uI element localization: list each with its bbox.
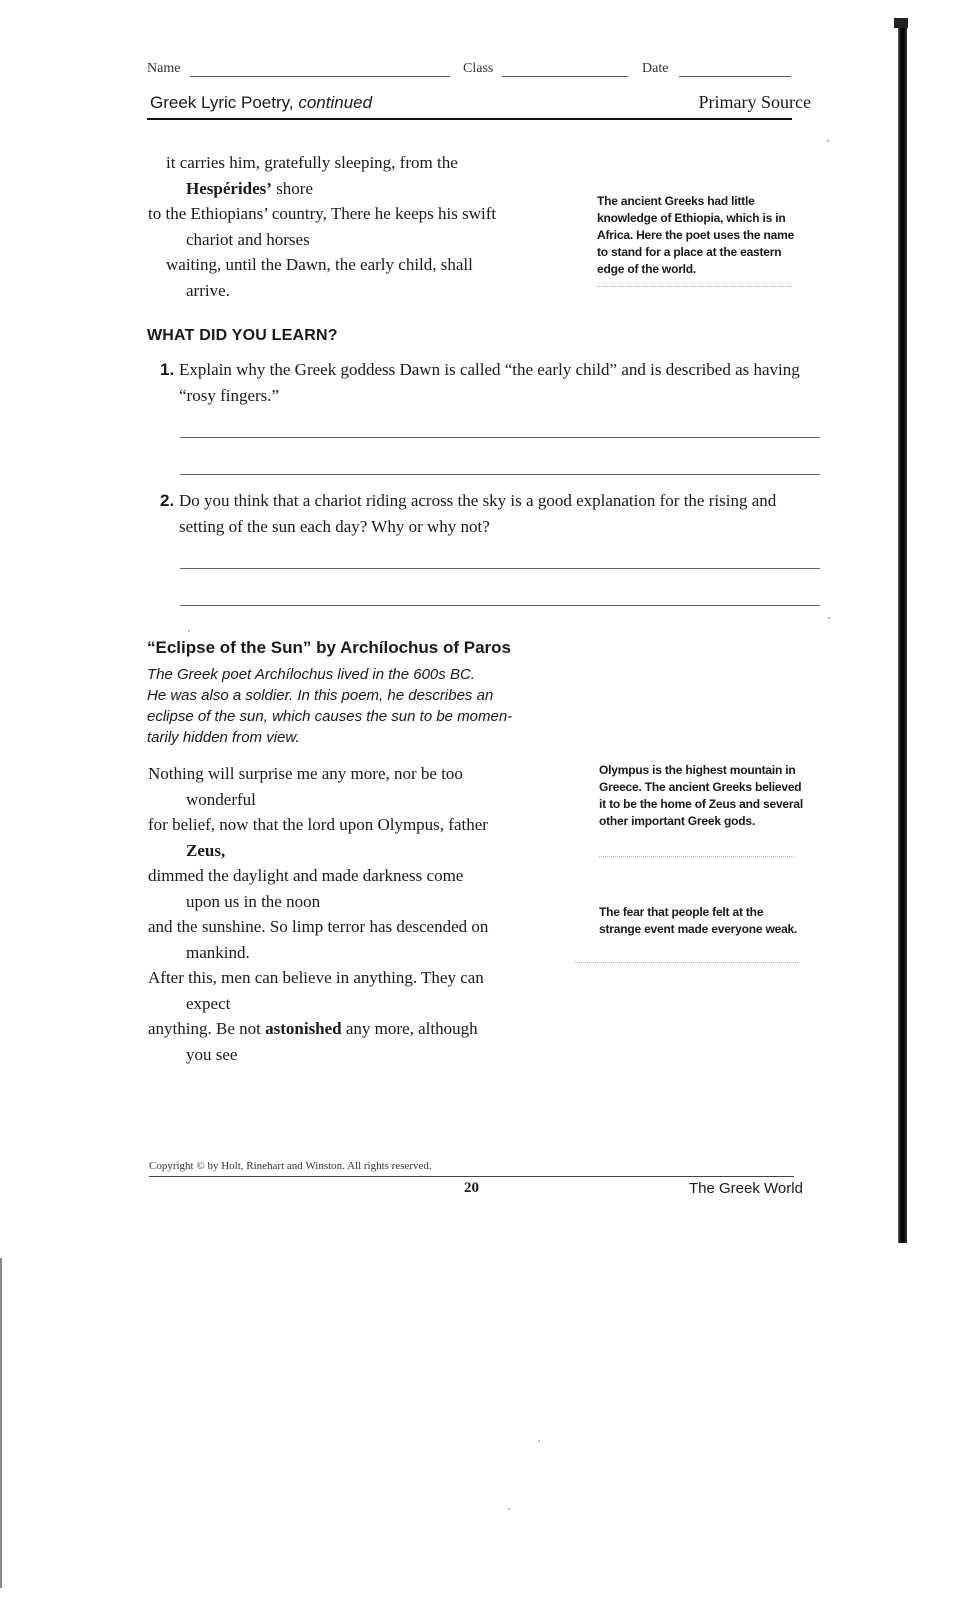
scan-speck <box>508 1508 510 1510</box>
poem-line: expect <box>186 993 231 1013</box>
class-line[interactable] <box>502 76 628 77</box>
eclipse-intro <box>147 664 547 748</box>
poem-eclipse <box>148 761 488 1067</box>
intro-line: eclipse of the sun, which causes the sun to be momen- <box>147 708 513 725</box>
intro-line: The Greek poet Archílochus lived in the 600s BC. <box>147 666 475 683</box>
copyright: Copyright © by Holt, Rinehart and Winston. All rights reserved. <box>149 1160 432 1172</box>
page-title <box>150 93 372 113</box>
poem-line: After this, men can believe in anything. They can <box>148 968 484 987</box>
poem-line: upon us in the noon <box>186 891 321 911</box>
poem-line <box>148 838 488 864</box>
book-title: The Greek World <box>689 1180 803 1197</box>
poem-line: waiting, until the Dawn, the early child, shall <box>166 255 473 274</box>
eclipse-title: “Eclipse of the Sun” by Archílochus of Paros <box>147 638 511 657</box>
answer-line[interactable] <box>180 605 820 606</box>
question-number: 1. <box>160 360 175 379</box>
poem-line <box>148 176 496 202</box>
scan-speck <box>828 617 830 619</box>
poem-line: mankind. <box>186 942 250 962</box>
note-divider <box>599 856 794 857</box>
question-1 <box>160 357 820 408</box>
question-number: 2. <box>160 491 175 510</box>
poem-line: for belief, now that the lord upon Olympus, father <box>148 815 488 834</box>
binding-edge <box>898 18 907 1243</box>
poem-line-text: anything. Be not <box>148 1019 266 1038</box>
header-rule <box>147 118 792 120</box>
name-line[interactable] <box>190 76 450 77</box>
glossary-term: astonished <box>265 1019 342 1038</box>
question-2 <box>160 488 820 539</box>
poem-line-text: any more, although <box>341 1019 478 1038</box>
poem-line-text: shore <box>271 178 314 198</box>
source-type: Primary Source <box>698 92 811 112</box>
scan-speck <box>538 1440 540 1442</box>
poem-line: it carries him, gratefully sleeping, from the <box>166 153 458 172</box>
note-divider <box>597 286 792 287</box>
question-text: Do you think that a chariot riding across the sky is a good explanation for the rising and setting of the sun each day? Why or why not? <box>179 491 777 536</box>
side-note-fear: The fear that people felt at the strange event made everyone weak. <box>599 905 798 936</box>
glossary-term: Hespérides’ <box>186 178 272 198</box>
poem-line: Nothing will surprise me any more, nor be too <box>148 764 463 783</box>
poem-line: arrive. <box>186 280 230 300</box>
binding-edge-cap <box>894 18 908 28</box>
poem-line: dimmed the daylight and made darkness come <box>148 866 464 885</box>
poem-line: chariot and horses <box>186 229 310 249</box>
date-label: Date <box>642 61 669 76</box>
scan-speck <box>188 630 190 632</box>
answer-line[interactable] <box>180 474 820 475</box>
poem-excerpt-1 <box>148 150 496 303</box>
answer-line[interactable] <box>180 568 820 569</box>
date-line[interactable] <box>679 76 791 77</box>
answer-line[interactable] <box>180 437 820 438</box>
side-note-ethiopia: The ancient Greeks had little knowledge of Ethiopia, which is in Africa. Here the poet uses the name to stand for a place at the eastern edge of the world. <box>597 194 795 276</box>
side-note-olympus: Olympus is the highest mountain in Greece. The ancient Greeks believed it to be the home of Zeus and several other important Greek gods. <box>599 763 803 828</box>
poem-line: and the sunshine. So limp terror has descended on <box>148 917 489 936</box>
intro-line: tarily hidden from view. <box>147 729 300 746</box>
scan-speck <box>827 140 829 142</box>
page-number: 20 <box>464 1180 479 1196</box>
title-main: Greek Lyric Poetry, <box>150 93 294 112</box>
intro-line: He was also a soldier. In this poem, he describes an <box>147 687 494 704</box>
poem-line <box>148 1016 488 1042</box>
section-heading: WHAT DID YOU LEARN? <box>147 327 338 344</box>
question-text: Explain why the Greek goddess Dawn is called “the early child” and is described as having “rosy fingers.” <box>179 360 800 405</box>
title-continued: continued <box>298 93 373 112</box>
glossary-term: Zeus, <box>186 840 226 860</box>
class-label: Class <box>463 61 494 76</box>
name-label: Name <box>147 61 181 76</box>
note-divider <box>575 962 800 963</box>
scan-margin-mark <box>0 1258 2 1588</box>
poem-line: you see <box>186 1044 238 1064</box>
poem-line: to the Ethiopians’ country, There he keeps his swift <box>148 204 497 223</box>
poem-line: wonderful <box>186 789 256 809</box>
footer-rule <box>149 1176 794 1177</box>
